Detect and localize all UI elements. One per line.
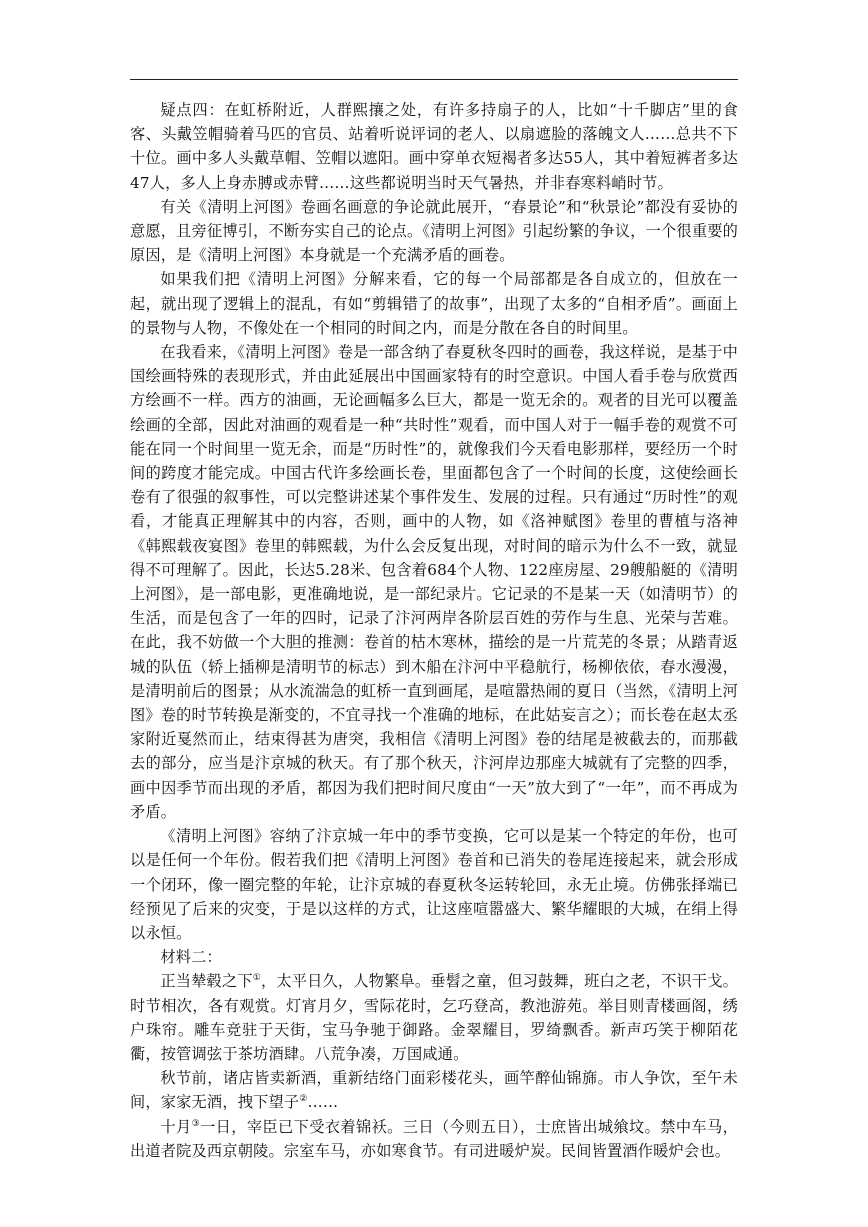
paragraph-text: ……	[307, 1093, 339, 1112]
header-rule	[130, 79, 738, 80]
document-body	[130, 98, 738, 1163]
paragraph-autumn-festival	[130, 1066, 738, 1114]
paragraph-doubt-four: 疑点四：在虹桥附近，人群熙攘之处，有许多持扇子的人，比如“十千脚店”里的食客、头戴笠帽骑着马匹的官员、站着听说评词的老人、以扇遮脸的落魄文人……总共不下十位。画中多人头戴草帽、笠帽以遮阳。画中穿单衣短褐者多达55人，其中着短裤者多达47人，多人上身赤膊或赤臂……这些都说明当时天气暑热，并非春寒料峭时节。	[130, 101, 738, 192]
paragraph-annual-cycle: 《清明上河图》容纳了汴京城一年中的季节变换，它可以是某一个特定的年份，也可以是任何一个年份。假若我们把《清明上河图》卷首和已消失的卷尾连接起来，就会形成一个闭环，像一圈完整的年轮，让汴京城的春夏秋冬运转轮回，永无止境。仿佛张择端已经预见了后来的灾变，于是以这样的方式，让这座喧嚣盛大、繁华耀眼的大城，在绢上得以永恒。	[130, 827, 738, 942]
paragraph-capital-prosperity	[130, 969, 738, 1066]
footnote-marker: ①	[252, 973, 261, 984]
footnote-marker: ②	[299, 1094, 308, 1105]
footnote-marker: ③	[191, 1118, 201, 1129]
paragraph-text: 十月	[160, 1117, 192, 1136]
paragraph-text: 一日，宰臣已下受衣着锦袄。三日（今则五日），士庶皆出城飨坟。禁中车马，出道者院及西京朝陵。宗室车马，亦如寒食节。有司进暖炉炭。民间皆置酒作暖炉会也。	[130, 1117, 738, 1160]
paragraph-tenth-month	[130, 1115, 738, 1163]
paragraph-text: ，太平日久，人物繁阜。垂髫之童，但习鼓舞，班白之老，不识干戈。时节相次，各有观赏。灯宵月夕，雪际花时，乞巧登高，教池游苑。举目则青楼画阁，绣户珠帘。雕车竞驻于天街，宝马争驰于御路。金翠耀目，罗绮飘香。新声巧笑于柳陌花衢，按管调弦于茶坊酒肆。八荒争凑，万国咸通。	[130, 972, 739, 1063]
material-two-heading: 材料二：	[160, 948, 222, 967]
paragraph-debate: 有关《清明上河图》卷画名画意的争论就此展开，“春景论”和“秋景论”都没有妥协的意愿，且旁征博引，不断夯实自己的论点。《清明上河图》引起纷繁的争议，一个很重要的原因，是《清明上河图》本身就是一个充满矛盾的画卷。	[130, 197, 738, 265]
paragraph-text: 秋节前，诸店皆卖新酒，重新结络门面彩楼花头，画竿醉仙锦旆。市人争饮，至午未间，家家无酒，拽下望子	[130, 1069, 738, 1112]
paragraph-contradiction: 如果我们把《清明上河图》分解来看，它的每一个局部都是各自成立的，但放在一起，就出现了逻辑上的混乱，有如“剪辑错了的故事”，出现了太多的“自相矛盾”。画面上的景物与人物，不像处在一个相同的时间之内，而是分散在各自的时间里。	[130, 270, 738, 337]
paragraph-text: 正当辇毂之下	[160, 972, 253, 991]
paragraph-four-seasons: 在我看来，《清明上河图》卷是一部含纳了春夏秋冬四时的画卷，我这样说，是基于中国绘画特殊的表现形式，并由此延展出中国画家特有的时空意识。中国人看手卷与欣赏西方绘画不一样。西方的油画，无论画幅多么巨大，都是一览无余的。观者的目光可以覆盖绘画的全部，因此对油画的观看是一种“共时性”观看，而中国人对于一幅手卷的观赏不可能在同一个时间里一览无余，而是“历时性”的，就像我们今天看电影那样，要经历一个时间的跨度才能完成。中国古代许多绘画长卷，里面都包含了一个时间的长度，这使绘画长卷有了很强的叙事性，可以完整讲述某个事件发生、发展的过程。只有通过“历时性”的观看，才能真正理解其中的内容，否则，画中的人物，如《洛神赋图》卷里的曹植与洛神《韩熙载夜宴图》卷里的韩熙载，为什么会反复出现，对时间的暗示为什么不一致，就显得不可理解了。因此，长达5.28米、包含着684个人物、122座房屋、29艘船艇的《清明上河图》，是一部电影，更准确地说，是一部纪录片。它记录的不是某一天（如清明节）的生活，而是包含了一年的四时，记录了汴河两岸各阶层百姓的劳作与生息、光荣与苦难。在此，我不妨做一个大胆的推测：卷首的枯木寒林，描绘的是一片荒芜的冬景；从踏青返城的队伍（轿上插柳是清明节的标志）到木船在汴河中平稳航行，杨柳依依，春水漫漫，是清明前后的图景；从水流湍急的虹桥一直到画尾，是喧嚣热闹的夏日（当然，《清明上河图》卷的时节转换是渐变的，不宜寻找一个准确的地标，在此姑妄言之）；而长卷在赵太丞家附近戛然而止，结束得甚为唐突，我相信《清明上河图》卷的结尾是被截去的，而那截去的部分，应当是汴京城的秋天。有了那个秋天，汴河岸边那座大城就有了完整的四季，画中因季节而出现的矛盾，都因为我们把时间尺度由“一天”放大到了“一年”，而不再成为矛盾。	[130, 343, 738, 821]
